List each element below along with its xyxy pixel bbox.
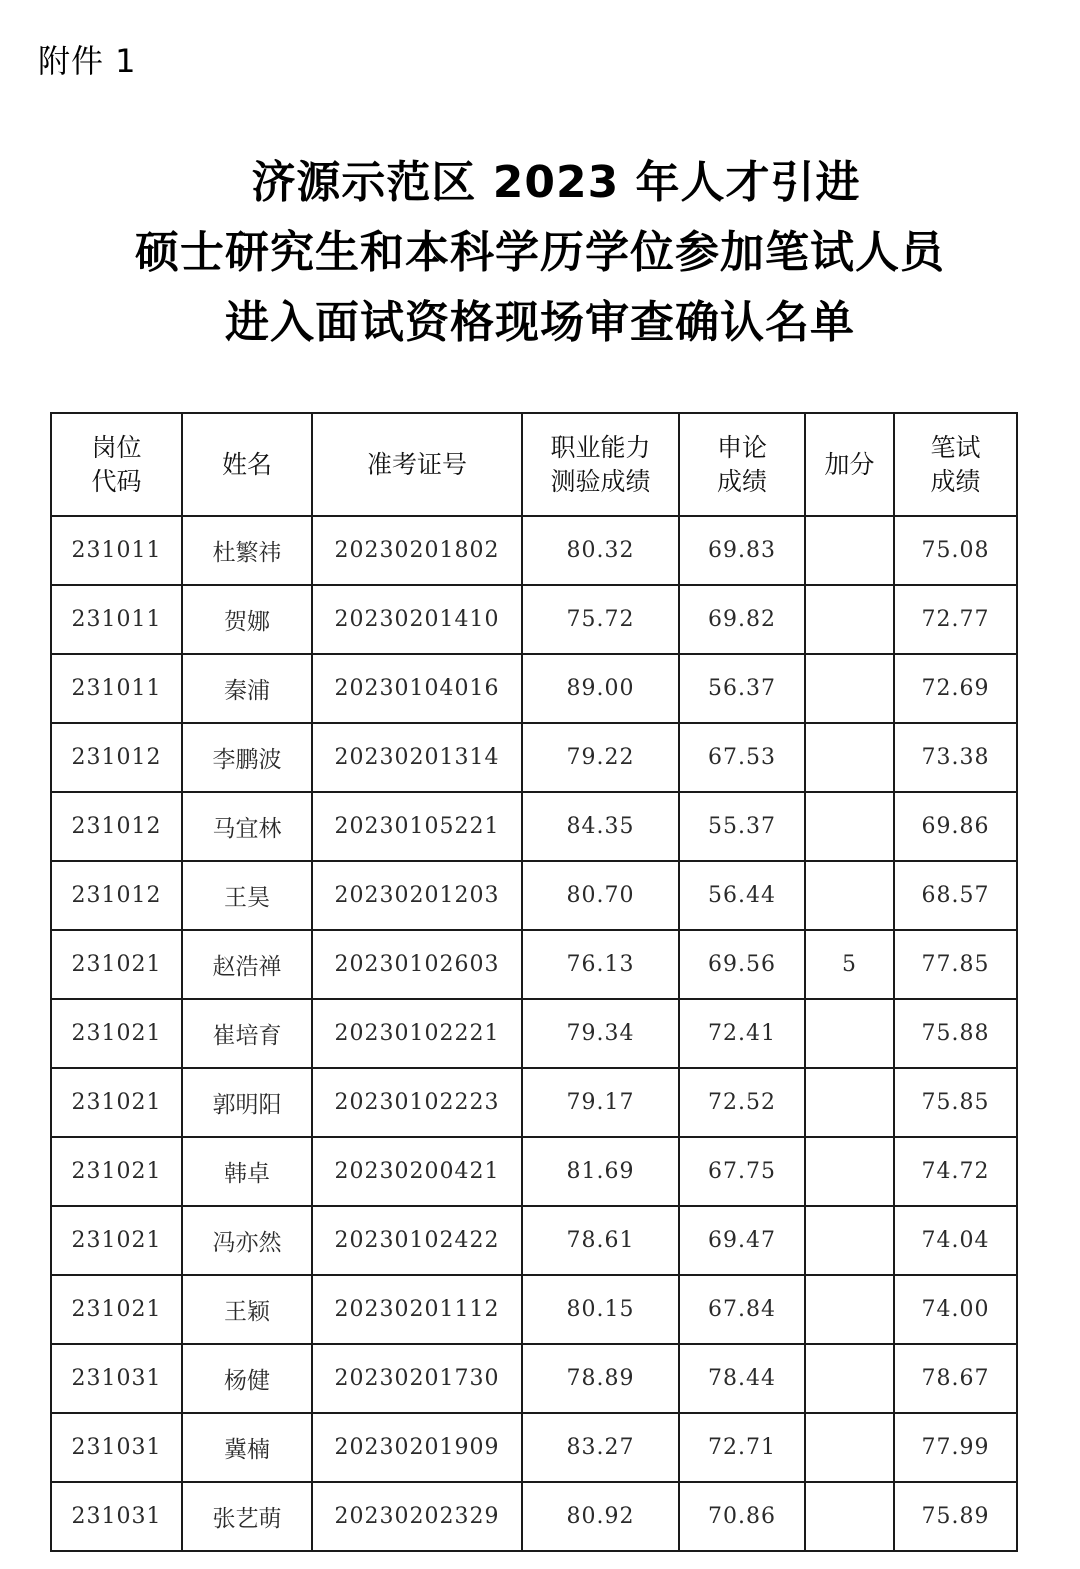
cell-aptitude-score: 80.70 bbox=[522, 861, 679, 930]
cell-bonus bbox=[805, 792, 894, 861]
cell-essay-score: 67.75 bbox=[679, 1137, 805, 1206]
cell-name: 贺娜 bbox=[182, 585, 312, 654]
table-row bbox=[51, 1344, 1017, 1413]
cell-bonus bbox=[805, 585, 894, 654]
candidate-table bbox=[50, 412, 1018, 1552]
cell-essay-score: 70.86 bbox=[679, 1482, 805, 1551]
table-row bbox=[51, 861, 1017, 930]
cell-ticket-number: 20230201314 bbox=[312, 723, 522, 792]
cell-written-score: 69.86 bbox=[894, 792, 1017, 861]
cell-name: 王昊 bbox=[182, 861, 312, 930]
cell-ticket-number: 20230201802 bbox=[312, 516, 522, 585]
cell-ticket-number: 20230104016 bbox=[312, 654, 522, 723]
cell-ticket-number: 20230102223 bbox=[312, 1068, 522, 1137]
cell-written-score: 72.77 bbox=[894, 585, 1017, 654]
cell-essay-score: 56.44 bbox=[679, 861, 805, 930]
table-row bbox=[51, 654, 1017, 723]
cell-bonus bbox=[805, 999, 894, 1068]
cell-ticket-number: 20230201112 bbox=[312, 1275, 522, 1344]
cell-aptitude-score: 79.17 bbox=[522, 1068, 679, 1137]
table-row bbox=[51, 1413, 1017, 1482]
cell-written-score: 73.38 bbox=[894, 723, 1017, 792]
cell-written-score: 74.00 bbox=[894, 1275, 1017, 1344]
cell-position-code: 231011 bbox=[51, 516, 182, 585]
cell-written-score: 75.89 bbox=[894, 1482, 1017, 1551]
cell-name: 韩卓 bbox=[182, 1137, 312, 1206]
table-row bbox=[51, 999, 1017, 1068]
table-row bbox=[51, 516, 1017, 585]
cell-ticket-number: 20230105221 bbox=[312, 792, 522, 861]
cell-ticket-number: 20230201410 bbox=[312, 585, 522, 654]
table-row bbox=[51, 1137, 1017, 1206]
cell-ticket-number: 20230200421 bbox=[312, 1137, 522, 1206]
cell-position-code: 231021 bbox=[51, 1206, 182, 1275]
cell-ticket-number: 20230201203 bbox=[312, 861, 522, 930]
header-position-code: 岗位 代码 bbox=[51, 413, 182, 516]
header-ticket-number: 准考证号 bbox=[312, 413, 522, 516]
cell-written-score: 75.85 bbox=[894, 1068, 1017, 1137]
cell-position-code: 231031 bbox=[51, 1413, 182, 1482]
cell-essay-score: 55.37 bbox=[679, 792, 805, 861]
cell-bonus bbox=[805, 1482, 894, 1551]
document-title bbox=[0, 148, 1080, 358]
cell-bonus bbox=[805, 1344, 894, 1413]
cell-bonus bbox=[805, 1068, 894, 1137]
cell-essay-score: 72.71 bbox=[679, 1413, 805, 1482]
cell-written-score: 77.99 bbox=[894, 1413, 1017, 1482]
cell-aptitude-score: 80.92 bbox=[522, 1482, 679, 1551]
cell-aptitude-score: 83.27 bbox=[522, 1413, 679, 1482]
cell-position-code: 231021 bbox=[51, 1068, 182, 1137]
cell-essay-score: 69.82 bbox=[679, 585, 805, 654]
cell-aptitude-score: 75.72 bbox=[522, 585, 679, 654]
cell-bonus bbox=[805, 861, 894, 930]
header-essay-score: 申论 成绩 bbox=[679, 413, 805, 516]
cell-name: 秦浦 bbox=[182, 654, 312, 723]
attachment-label: 附件 1 bbox=[38, 42, 137, 80]
cell-essay-score: 72.41 bbox=[679, 999, 805, 1068]
cell-name: 冯亦然 bbox=[182, 1206, 312, 1275]
cell-aptitude-score: 80.15 bbox=[522, 1275, 679, 1344]
header-name: 姓名 bbox=[182, 413, 312, 516]
header-written-score: 笔试 成绩 bbox=[894, 413, 1017, 516]
cell-name: 崔培育 bbox=[182, 999, 312, 1068]
table-row bbox=[51, 1482, 1017, 1551]
cell-position-code: 231031 bbox=[51, 1344, 182, 1413]
cell-name: 杨健 bbox=[182, 1344, 312, 1413]
cell-name: 马宜林 bbox=[182, 792, 312, 861]
cell-aptitude-score: 79.22 bbox=[522, 723, 679, 792]
cell-name: 郭明阳 bbox=[182, 1068, 312, 1137]
cell-ticket-number: 20230102603 bbox=[312, 930, 522, 999]
cell-aptitude-score: 84.35 bbox=[522, 792, 679, 861]
cell-ticket-number: 20230102221 bbox=[312, 999, 522, 1068]
cell-name: 赵浩禅 bbox=[182, 930, 312, 999]
table-row bbox=[51, 585, 1017, 654]
cell-name: 张艺萌 bbox=[182, 1482, 312, 1551]
title-line-2: 硕士研究生和本科学历学位参加笔试人员 bbox=[135, 227, 945, 278]
cell-position-code: 231012 bbox=[51, 861, 182, 930]
cell-bonus bbox=[805, 1413, 894, 1482]
table-row bbox=[51, 792, 1017, 861]
cell-written-score: 75.08 bbox=[894, 516, 1017, 585]
cell-position-code: 231031 bbox=[51, 1482, 182, 1551]
cell-ticket-number: 20230201909 bbox=[312, 1413, 522, 1482]
cell-bonus bbox=[805, 1137, 894, 1206]
cell-position-code: 231011 bbox=[51, 654, 182, 723]
cell-name: 冀楠 bbox=[182, 1413, 312, 1482]
cell-essay-score: 69.56 bbox=[679, 930, 805, 999]
cell-written-score: 68.57 bbox=[894, 861, 1017, 930]
title-line-1: 济源示范区 2023 年人才引进 bbox=[251, 157, 861, 208]
cell-aptitude-score: 76.13 bbox=[522, 930, 679, 999]
cell-ticket-number: 20230201730 bbox=[312, 1344, 522, 1413]
cell-aptitude-score: 79.34 bbox=[522, 999, 679, 1068]
cell-written-score: 77.85 bbox=[894, 930, 1017, 999]
cell-bonus bbox=[805, 1275, 894, 1344]
cell-name: 杜繁祎 bbox=[182, 516, 312, 585]
table-row bbox=[51, 1206, 1017, 1275]
cell-position-code: 231021 bbox=[51, 1275, 182, 1344]
cell-position-code: 231011 bbox=[51, 585, 182, 654]
cell-written-score: 72.69 bbox=[894, 654, 1017, 723]
cell-aptitude-score: 78.61 bbox=[522, 1206, 679, 1275]
cell-position-code: 231021 bbox=[51, 999, 182, 1068]
cell-position-code: 231021 bbox=[51, 930, 182, 999]
title-line-3: 进入面试资格现场审查确认名单 bbox=[225, 297, 855, 348]
cell-essay-score: 56.37 bbox=[679, 654, 805, 723]
header-aptitude-score: 职业能力 测验成绩 bbox=[522, 413, 679, 516]
cell-essay-score: 67.84 bbox=[679, 1275, 805, 1344]
cell-written-score: 75.88 bbox=[894, 999, 1017, 1068]
cell-position-code: 231021 bbox=[51, 1137, 182, 1206]
cell-position-code: 231012 bbox=[51, 792, 182, 861]
cell-ticket-number: 20230102422 bbox=[312, 1206, 522, 1275]
cell-bonus: 5 bbox=[805, 930, 894, 999]
table-row bbox=[51, 723, 1017, 792]
table-row bbox=[51, 1068, 1017, 1137]
cell-bonus bbox=[805, 654, 894, 723]
cell-essay-score: 78.44 bbox=[679, 1344, 805, 1413]
cell-name: 李鹏波 bbox=[182, 723, 312, 792]
table-row bbox=[51, 930, 1017, 999]
cell-bonus bbox=[805, 723, 894, 792]
cell-written-score: 78.67 bbox=[894, 1344, 1017, 1413]
cell-aptitude-score: 80.32 bbox=[522, 516, 679, 585]
table-body bbox=[51, 516, 1017, 1551]
cell-essay-score: 67.53 bbox=[679, 723, 805, 792]
cell-essay-score: 72.52 bbox=[679, 1068, 805, 1137]
table-header-row bbox=[51, 413, 1017, 516]
header-bonus: 加分 bbox=[805, 413, 894, 516]
cell-written-score: 74.04 bbox=[894, 1206, 1017, 1275]
cell-position-code: 231012 bbox=[51, 723, 182, 792]
cell-essay-score: 69.47 bbox=[679, 1206, 805, 1275]
cell-aptitude-score: 81.69 bbox=[522, 1137, 679, 1206]
cell-ticket-number: 20230202329 bbox=[312, 1482, 522, 1551]
cell-aptitude-score: 89.00 bbox=[522, 654, 679, 723]
cell-essay-score: 69.83 bbox=[679, 516, 805, 585]
cell-bonus bbox=[805, 516, 894, 585]
cell-aptitude-score: 78.89 bbox=[522, 1344, 679, 1413]
table-row bbox=[51, 1275, 1017, 1344]
cell-written-score: 74.72 bbox=[894, 1137, 1017, 1206]
cell-bonus bbox=[805, 1206, 894, 1275]
cell-name: 王颖 bbox=[182, 1275, 312, 1344]
